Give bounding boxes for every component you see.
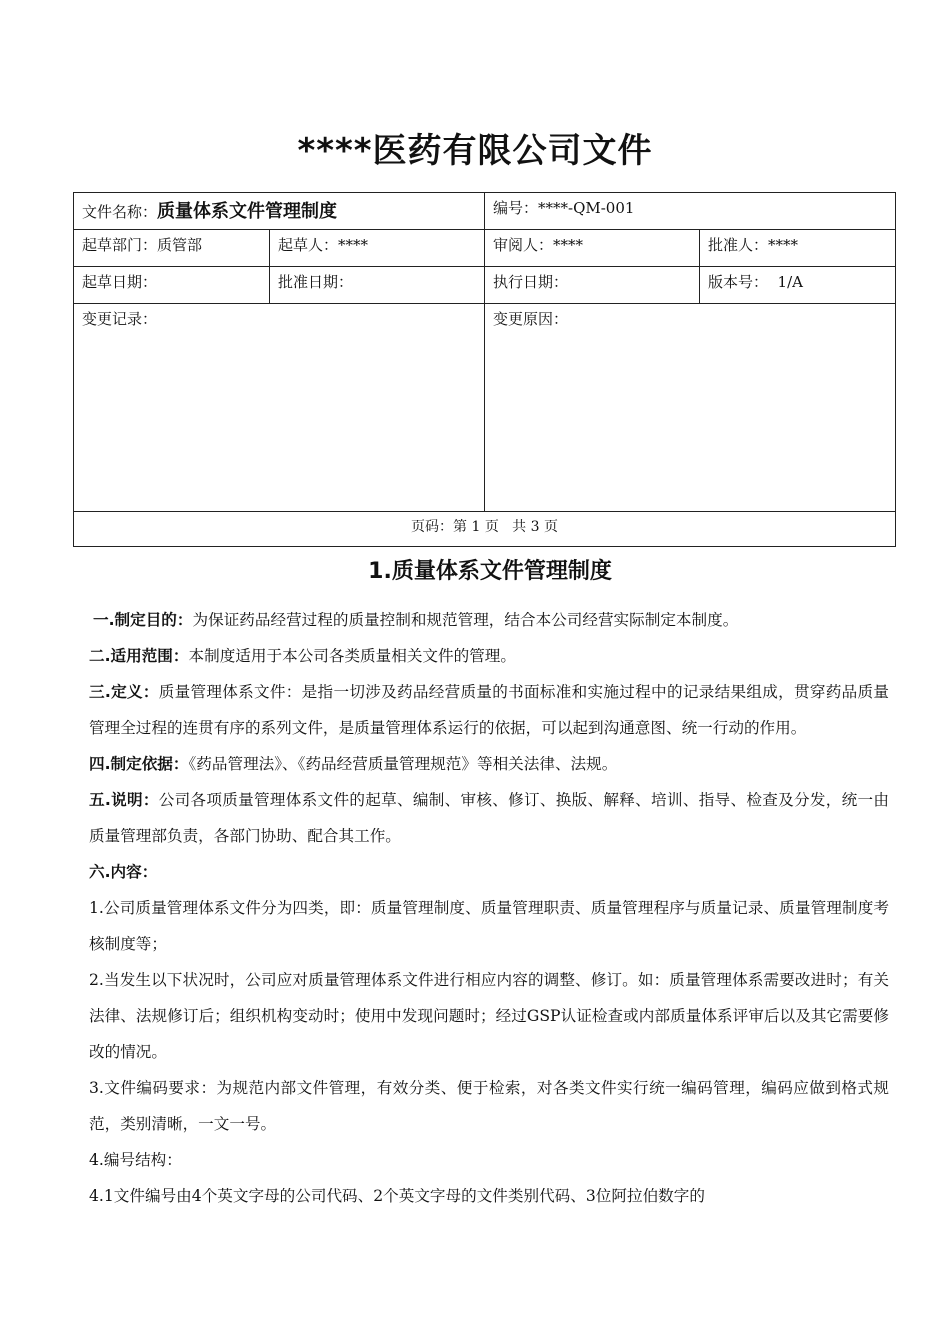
doc-name-cell bbox=[74, 193, 485, 230]
section-label: 四.制定依据： bbox=[89, 755, 189, 773]
section-purpose bbox=[89, 602, 889, 638]
section-label: 六.内容： bbox=[89, 863, 158, 881]
section-text: 《药品管理法》、《药品经营质量管理规范》等相关法律、法规。 bbox=[188, 755, 618, 773]
content-item: 2.当发生以下状况时，公司应对质量管理体系文件进行相应内容的调整、修订。如：质量管理体系需要改进时；有关法律、法规修订后；组织机构变动时；使用中发现问题时；经过GSP认证检查或内部质量体系评审后以及其它需要修改的情况。 bbox=[89, 971, 889, 1061]
section-definition bbox=[89, 674, 889, 746]
doc-name-label: 文件名称： bbox=[82, 203, 158, 221]
content-item: 1.公司质量管理体系文件分为四类，即：质量管理制度、质量管理职责、质量管理程序与质量记录、质量管理制度考核制度等； bbox=[89, 899, 889, 953]
section-basis bbox=[89, 746, 889, 782]
version-number: 版本号： 1/A bbox=[700, 267, 896, 304]
section-text: 本制度适用于本公司各类质量相关文件的管理。 bbox=[188, 647, 516, 665]
change-record: 变更记录： bbox=[74, 304, 485, 512]
content-item: 3.文件编码要求：为规范内部文件管理，有效分类、便于检索，对各类文件实行统一编码管理，编码应做到格式规范，类别清晰，一文一号。 bbox=[89, 1079, 889, 1133]
draft-department: 起草部门：质管部 bbox=[74, 230, 270, 267]
approve-date: 批准日期： bbox=[270, 267, 485, 304]
doc-number: 编号：****-QM-001 bbox=[485, 193, 896, 230]
section-text: 公司各项质量管理体系文件的起草、编制、审核、修订、换版、解释、培训、指导、检查及分发，统一由质量管理部负责，各部门协助、配合其工作。 bbox=[89, 791, 889, 845]
approver: 批准人：**** bbox=[700, 230, 896, 267]
section-content bbox=[89, 854, 889, 890]
section-label: 三.定义： bbox=[89, 683, 159, 701]
page-info: 页码：第 1 页 共 3 页 bbox=[74, 512, 896, 547]
document-title: ****医药有限公司文件 bbox=[297, 131, 653, 171]
section-text: 质量管理体系文件：是指一切涉及药品经营质量的书面标准和实施过程中的记录结果组成，贯穿药品质量管理全过程的连贯有序的系列文件，是质量管理体系运行的依据，可以起到沟通意图、统一行动的作用。 bbox=[89, 683, 889, 737]
section-label: 二.适用范围： bbox=[89, 647, 189, 665]
section-label: 五.说明： bbox=[89, 791, 159, 809]
section-notes bbox=[89, 782, 889, 854]
draft-date: 起草日期： bbox=[74, 267, 270, 304]
doc-name-value: 质量体系文件管理制度 bbox=[157, 201, 338, 222]
reviewer: 审阅人：**** bbox=[485, 230, 700, 267]
drafter: 起草人：**** bbox=[270, 230, 485, 267]
document-body bbox=[89, 602, 889, 1214]
section-title: 1.质量体系文件管理制度 bbox=[368, 559, 612, 584]
section-scope bbox=[89, 638, 889, 674]
execution-date: 执行日期： bbox=[485, 267, 700, 304]
content-item: 4.编号结构： bbox=[89, 1151, 182, 1169]
content-item: 4.1文件编号由4个英文字母的公司代码、2个英文字母的文件类别代码、3位阿拉伯数字的 bbox=[89, 1187, 705, 1205]
document-header-table bbox=[73, 192, 896, 547]
section-label: 一.制定目的： bbox=[93, 611, 193, 629]
change-reason: 变更原因： bbox=[485, 304, 896, 512]
section-text: 为保证药品经营过程的质量控制和规范管理，结合本公司经营实际制定本制度。 bbox=[192, 611, 739, 629]
